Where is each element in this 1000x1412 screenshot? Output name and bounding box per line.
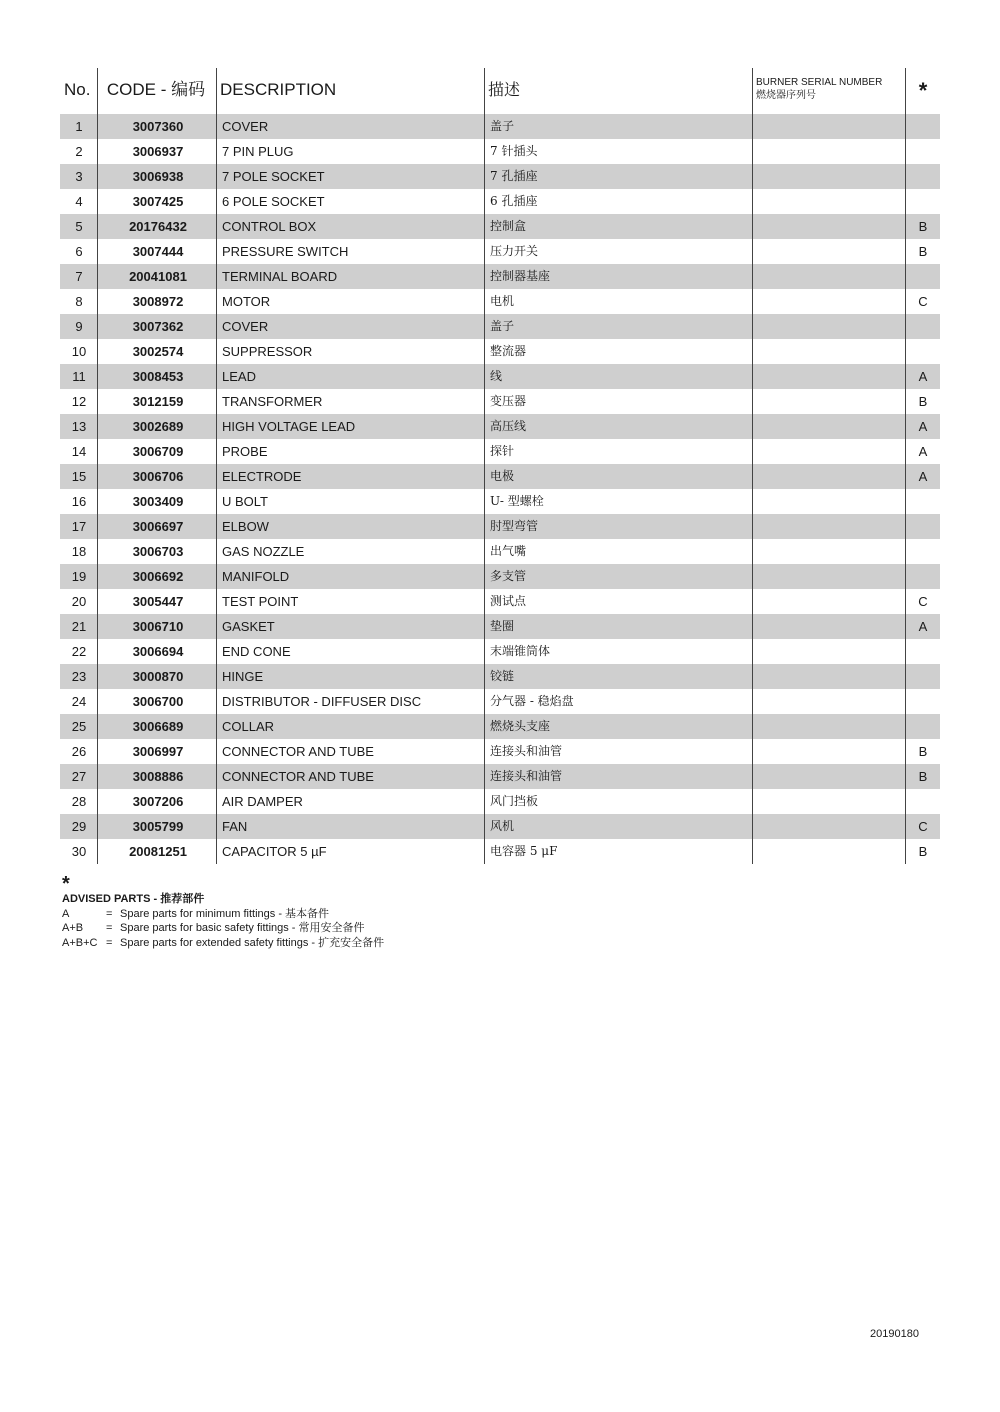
row-number: 14 [71, 444, 87, 459]
part-description: ELECTRODE [222, 469, 302, 484]
part-code: 20176432 [129, 219, 187, 234]
part-code: 3008453 [132, 369, 184, 384]
part-description-cn: 盖子 [490, 319, 515, 333]
table-row [60, 514, 940, 539]
part-code: 3006700 [132, 694, 184, 709]
document-code: 20190180 [870, 1328, 919, 1340]
part-description: GAS NOZZLE [222, 544, 305, 559]
legend-item [62, 921, 384, 936]
row-number: 4 [75, 194, 83, 209]
part-code: 3006694 [132, 644, 184, 659]
table-row [60, 214, 940, 239]
row-number: 24 [71, 694, 87, 709]
advised-part-class: B [918, 244, 928, 259]
part-code: 3007425 [132, 194, 184, 209]
part-description: HIGH VOLTAGE LEAD [222, 419, 356, 434]
legend-key: A+B+C [62, 936, 98, 949]
table-row [60, 614, 940, 639]
part-description-cn: 分气器 - 稳焰盘 [490, 694, 574, 708]
row-number: 30 [71, 844, 87, 859]
part-description-cn: 连接头和油管 [490, 744, 563, 758]
row-number: 27 [71, 769, 87, 784]
part-code: 3006710 [132, 619, 184, 634]
part-description: 7 POLE SOCKET [222, 169, 325, 184]
row-number: 5 [75, 219, 83, 234]
row-number: 13 [71, 419, 87, 434]
part-code: 3012159 [132, 394, 184, 409]
part-code: 3000870 [132, 669, 184, 684]
table-row [60, 664, 940, 689]
part-description-cn: U- 型螺栓 [490, 494, 544, 508]
part-code: 3007206 [132, 794, 184, 809]
table-row [60, 114, 940, 139]
part-code: 3006697 [132, 519, 184, 534]
row-number: 29 [71, 819, 87, 834]
row-number: 3 [75, 169, 83, 184]
table-row [60, 489, 940, 514]
part-description: U BOLT [222, 494, 268, 509]
part-description-cn: 垫圈 [490, 619, 515, 633]
part-description: PROBE [222, 444, 268, 459]
legend-title: ADVISED PARTS - 推荐部件 [62, 893, 205, 905]
table-row [60, 689, 940, 714]
advised-part-class: A [918, 419, 928, 434]
part-description-cn: 燃烧头支座 [490, 719, 551, 733]
part-description: HINGE [222, 669, 264, 684]
part-description-cn: 肘型弯管 [490, 519, 539, 533]
part-description-cn: 出气嘴 [490, 544, 527, 558]
col-divider-desc [484, 68, 485, 864]
part-description-cn: 整流器 [490, 344, 527, 358]
header-star: * [918, 78, 928, 103]
col-divider-cn [752, 68, 753, 864]
col-divider-serial [905, 68, 906, 864]
advised-part-class: C [918, 294, 928, 309]
table-row [60, 839, 940, 864]
table-row [60, 714, 940, 739]
row-number: 10 [71, 344, 87, 359]
row-number: 28 [71, 794, 87, 809]
advised-part-class: A [918, 369, 928, 384]
legend-item [62, 936, 384, 951]
part-description: CAPACITOR 5 µF [222, 844, 327, 859]
row-number: 20 [71, 594, 87, 609]
part-code: 3002574 [132, 344, 184, 359]
table-row [60, 464, 940, 489]
legend-star: * [62, 873, 70, 895]
part-description-cn: 电极 [490, 469, 515, 483]
table-row [60, 289, 940, 314]
part-description: GASKET [222, 619, 275, 634]
part-description: DISTRIBUTOR - DIFFUSER DISC [222, 694, 422, 709]
row-number: 12 [71, 394, 87, 409]
part-description-cn: 风门挡板 [490, 794, 539, 808]
part-description: LEAD [222, 369, 256, 384]
advised-part-class: B [918, 769, 928, 784]
part-description-cn: 线 [490, 369, 503, 383]
part-description: END CONE [222, 644, 291, 659]
part-code: 3003409 [132, 494, 184, 509]
part-code: 3006937 [132, 144, 184, 159]
row-number: 16 [71, 494, 87, 509]
table-row [60, 264, 940, 289]
header-description-cn: 描述 [488, 80, 521, 99]
table-row [60, 239, 940, 264]
row-number: 6 [75, 244, 83, 259]
table-row [60, 539, 940, 564]
part-description-cn: 电容器 5 μF [490, 844, 558, 858]
part-description-cn: 盖子 [490, 119, 515, 133]
part-description: CONNECTOR AND TUBE [222, 744, 374, 759]
part-code: 20081251 [129, 844, 187, 859]
part-code: 3002689 [132, 419, 184, 434]
row-number: 17 [71, 519, 87, 534]
part-code: 3006709 [132, 444, 184, 459]
part-description: MOTOR [222, 294, 271, 309]
part-description-cn: 风机 [490, 819, 515, 833]
row-number: 26 [71, 744, 87, 759]
row-number: 18 [71, 544, 87, 559]
part-code: 3005799 [132, 819, 184, 834]
advised-part-class: B [918, 744, 928, 759]
table-row [60, 564, 940, 589]
part-description-cn: 高压线 [490, 419, 527, 433]
row-number: 2 [75, 144, 83, 159]
table-row [60, 814, 940, 839]
advised-part-class: C [918, 594, 928, 609]
part-description: 7 PIN PLUG [222, 144, 294, 159]
parts-table [60, 114, 940, 864]
part-description-cn: 7 孔插座 [490, 169, 538, 183]
part-description-cn: 6 孔插座 [490, 194, 538, 208]
table-row [60, 414, 940, 439]
header-description: DESCRIPTION [220, 80, 337, 99]
part-description-cn: 末端锥筒体 [490, 644, 551, 658]
legend-key: A+B [62, 922, 84, 934]
legend-item [62, 907, 384, 922]
legend [62, 873, 385, 950]
table-row [60, 439, 940, 464]
row-number: 8 [75, 294, 83, 309]
part-description: COVER [222, 319, 269, 334]
part-code: 3006703 [132, 544, 184, 559]
row-number: 19 [71, 569, 87, 584]
part-code: 3007444 [132, 244, 184, 259]
advised-part-class: B [918, 219, 928, 234]
part-description: 6 POLE SOCKET [222, 194, 325, 209]
part-description: TERMINAL BOARD [222, 269, 338, 284]
header-serial-en: BURNER SERIAL NUMBER [756, 77, 883, 88]
part-description-cn: 测试点 [490, 594, 527, 608]
table-row [60, 189, 940, 214]
part-code: 3006706 [132, 469, 184, 484]
advised-part-class: B [918, 394, 928, 409]
row-number: 1 [75, 119, 83, 134]
part-description-cn: 压力开关 [490, 244, 539, 258]
table-row [60, 164, 940, 189]
table-row [60, 639, 940, 664]
part-description-cn: 电机 [490, 294, 515, 308]
part-code: 20041081 [129, 269, 187, 284]
row-number: 21 [71, 619, 87, 634]
part-code: 3006689 [132, 719, 184, 734]
header-no: No. [64, 80, 91, 99]
table-row [60, 339, 940, 364]
part-description-cn: 变压器 [490, 394, 527, 408]
row-number: 9 [75, 319, 83, 334]
table-row [60, 364, 940, 389]
legend-text: Spare parts for extended safety fittings - 扩充安全备件 [120, 936, 385, 949]
legend-text: Spare parts for basic safety fittings - 常用安全备件 [120, 922, 365, 934]
col-divider-no [97, 68, 98, 864]
part-code: 3006997 [132, 744, 184, 759]
table-row [60, 389, 940, 414]
part-description: FAN [222, 819, 248, 834]
part-description: CONTROL BOX [222, 219, 317, 234]
part-description: TRANSFORMER [222, 394, 323, 409]
part-description-cn: 控制器基座 [490, 269, 551, 283]
table-row [60, 139, 940, 164]
row-number: 25 [71, 719, 87, 734]
legend-eq: = [106, 907, 113, 920]
part-description-cn: 7 针插头 [490, 144, 538, 158]
part-code: 3006692 [132, 569, 184, 584]
table-row [60, 314, 940, 339]
part-code: 3005447 [132, 594, 184, 609]
col-divider-code [216, 68, 217, 864]
part-description: TEST POINT [222, 594, 299, 609]
table-row [60, 789, 940, 814]
row-number: 23 [71, 669, 87, 684]
part-description-cn: 控制盒 [490, 219, 527, 233]
part-description-cn: 多支管 [490, 569, 527, 583]
part-code: 3008886 [132, 769, 184, 784]
part-description: SUPPRESSOR [222, 344, 313, 359]
part-code: 3007360 [132, 119, 184, 134]
legend-key: A [62, 907, 70, 920]
legend-eq: = [106, 922, 113, 934]
advised-part-class: C [918, 819, 928, 834]
part-code: 3007362 [132, 319, 184, 334]
advised-part-class: A [918, 469, 928, 484]
table-row [60, 764, 940, 789]
part-description: COLLAR [222, 719, 275, 734]
table-row [60, 589, 940, 614]
part-description: MANIFOLD [222, 569, 290, 584]
part-code: 3008972 [132, 294, 184, 309]
table-header [60, 66, 940, 114]
part-description-cn: 连接头和油管 [490, 769, 563, 783]
part-description: CONNECTOR AND TUBE [222, 769, 374, 784]
part-description: AIR DAMPER [222, 794, 303, 809]
legend-eq: = [106, 936, 113, 949]
header-code: CODE - 编码 [106, 80, 206, 99]
part-description: PRESSURE SWITCH [222, 244, 349, 259]
legend-text: Spare parts for minimum fittings - 基本备件 [120, 907, 330, 920]
advised-part-class: A [918, 619, 928, 634]
row-number: 15 [71, 469, 87, 484]
part-description-cn: 探针 [490, 444, 515, 458]
part-description: ELBOW [222, 519, 269, 534]
table-row [60, 739, 940, 764]
part-description-cn: 铰链 [490, 669, 515, 683]
row-number: 22 [71, 644, 87, 659]
row-number: 7 [75, 269, 83, 284]
advised-part-class: A [918, 444, 928, 459]
header-serial-cn: 燃烧器序列号 [756, 90, 816, 101]
part-code: 3006938 [132, 169, 184, 184]
row-number: 11 [72, 369, 86, 384]
part-description: COVER [222, 119, 269, 134]
advised-part-class: B [918, 844, 928, 859]
